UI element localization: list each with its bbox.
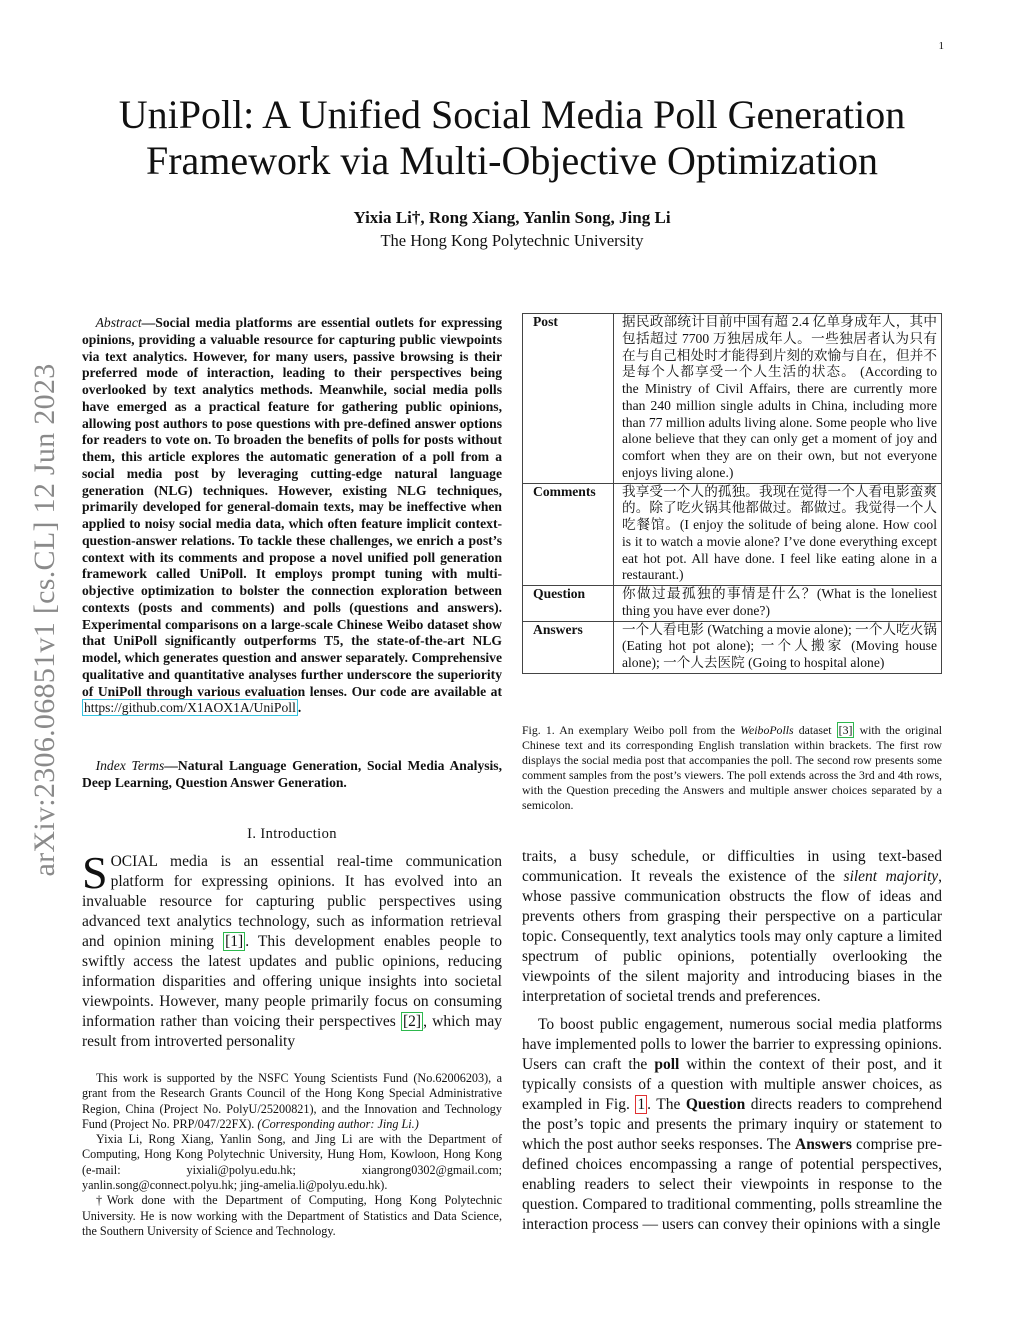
row-content: 一个人看电影 (Watching a movie alone); 一个人吃火锅 (Eating hot pot alone); 一个人搬家 (Moving house alone); 一个人去医院 (Going to hospital alone) [614, 621, 942, 673]
bold-term: poll [654, 1056, 680, 1073]
citation-link[interactable]: [1] [225, 933, 244, 950]
footnote-funding [82, 1071, 502, 1132]
abstract [82, 315, 502, 717]
section-heading: I. Introduction [247, 826, 337, 842]
figure-link[interactable]: 1 [637, 1096, 646, 1113]
figure-caption [522, 723, 942, 814]
text: traits, a busy schedule, or difficulties in using text-based communication. It reveals the existence of the [522, 848, 942, 885]
row-label: Post [523, 314, 614, 484]
intro-text: . This development enables people to swiftly access the latest updates and public opinions, reducing information disparities and offering unique insights into societal viewpoints. However, many people primarily focus on consuming information rather than voicing their perspectives [82, 933, 502, 1030]
bold-term: Question [685, 1096, 746, 1113]
text: To boost public engagement, numerous social media platforms have implemented polls to lower the barrier to expressing opinions. Users can craft the [522, 1016, 942, 1073]
code-link[interactable]: https://github.com/X1AOX1A/UniPoll [84, 700, 296, 716]
dataset-name: WeiboPolls [740, 723, 794, 737]
citation-link[interactable]: [3] [838, 723, 853, 737]
table-row [523, 483, 942, 586]
page-number: 1 [938, 40, 944, 52]
figure-1-table [522, 313, 942, 674]
intro-paragraph [82, 847, 502, 1052]
footnote-affiliation: Yixia Li, Rong Xiang, Yanlin Song, and Jing Li are with the Department of Computing, Hong Kong Polytechnic University, Hung Hom, Kowloon, Hong Kong (e-mail: yixiali@polyu.edu.hk; xiangrong0302@gmail.com; yanlin.song@connect.polyu.hk; jing-amelia.li@polyu.edu.hk). [82, 1132, 502, 1193]
index-terms-label: Index Terms [95, 758, 165, 773]
affiliation: The Hong Kong Polytechnic University [380, 231, 644, 250]
caption-text: Fig. 1. An exemplary Weibo poll from the [522, 723, 741, 737]
text: within the context of their post, and it typically consists of a question with multiple answer choices, as exampled in Fig. [522, 1056, 942, 1113]
table-row [523, 586, 942, 622]
intro-text: , which may result from introverted personality [82, 1013, 502, 1050]
right-column-text [522, 847, 942, 1235]
row-content: 我享受一个人的孤独。我现在觉得一个人看电影蛮爽的。除了吃火锅其他都做过。都做过。我觉得一个人吃餐馆。(I enjoy the solitude of being alone. How cool is it to watch a movie alone? I’ve done everything except eat hot pot. All have done. I feel like eating alone in a restaurant.) [614, 483, 942, 586]
text: . The [647, 1096, 686, 1113]
title-line-1: UniPoll: A Unified Social Media Poll Generation [118, 92, 906, 137]
table-row [523, 621, 942, 673]
authors: Yixia Li†, Rong Xiang, Yanlin Song, Jing Li [353, 208, 671, 227]
row-label: Question [523, 586, 614, 622]
bold-term: Answers [795, 1136, 852, 1153]
row-label: Comments [523, 483, 614, 586]
index-terms [82, 758, 502, 792]
intro-text: OCIAL media is an essential real-time communication platform for expressing opinions. It has evolved into an invaluable resource for capturing public perspectives using advanced text analytics technology, such as information retrieval and opinion mining [82, 853, 502, 950]
footnote-dagger: †Work done with the Department of Computing, Hong Kong Polytechnic University. He is now working with the Department of Statistics and Data Science, the Southern University of Science and Technology. [82, 1193, 502, 1238]
caption-text: with the original Chinese text and its corresponding English translation within brackets. The first row displays the social media post that accompanies the poll. The second row presents some comment samples from the post’s viewers. The poll extends across the 3rd and 4th rows, with the Question preceding the Answers and multiple answer choices separated by a semicolon. [522, 723, 942, 813]
emphasis: silent majority [843, 868, 939, 885]
abstract-end: . [297, 700, 302, 716]
arxiv-identifier: arXiv:2306.06851v1 [cs.CL] 12 Jun 2023 [28, 363, 61, 877]
corresponding-author: (Corresponding author: Jing Li.) [257, 1116, 419, 1131]
abstract-label: Abstract [95, 315, 142, 330]
caption-text: dataset [793, 723, 837, 737]
text: , whose passive communication obstructs the flow of ideas and prevents others from grasping their perspective on a particular topic. Consequently, text analytics tools may only capture a limited spectrum of public opinions, potentially overlooking the viewpoints of the silent majority and introducing biases in the interpretation of societal trends and preferences. [522, 868, 942, 1005]
footnotes [82, 1071, 502, 1239]
index-terms-text: —Natural Language Generation, Social Media Analysis, Deep Learning, Question Answer Generation. [82, 758, 502, 790]
citation-link[interactable]: [2] [402, 1013, 422, 1030]
row-content: 据民政部统计目前中国有超 2.4 亿单身成年人，其中包括超过 7700 万独居成年人。一些独居者认为只有在与自己相处时才能得到片刻的欢愉与自在，但并不是每个人都享受一个人生活的状态。 (According to the Ministry of Civil Affairs, there are currently more than 240 million single adults in China, including more than 77 million adults living alone. Some people who live alone believe that they can only get a moment of joy and comfort when they are on their own, but not everyone enjoys living alone.) [614, 314, 942, 484]
paper-title [0, 92, 1024, 184]
text: comprise pre-defined choices encompassing a range of potential perspectives, enabling readers to select their viewpoints in response to the question. Compared to traditional commenting, polls streamline the interaction process — users can convey their opinions with a single [522, 1136, 942, 1233]
abstract-text: —Social media platforms are essential outlets for expressing opinions, providing a valuable resource for capturing public viewpoints via text analytics. However, for many users, passive browsing is their preferred mode of interaction, leading to their perspectives being overlooked by text analytics methods. Meanwhile, social media polls have emerged as a practical feature for gathering public opinions, allowing post authors to pose questions with pre-defined answer options for readers to vote on. To broaden the benefits of polls for posts without them, this article explores the automatic generation of a poll from a social media post by leveraging cutting-edge natural language generation (NLG) techniques. However, existing NLG techniques, primarily developed for general-domain texts, may be ineffective when applied to noisy social media data, which often feature implicit context-question-answer relations. To tackle these challenges, we enrich a post’s context with its comments and propose a novel unified poll generation framework called UniPoll. It employs prompt tuning with multi-objective optimization to bolster the connection exploration between contexts (posts and comments) and polls (questions and answers). Experimental comparisons on a large-scale Chinese Weibo dataset show that UniPoll significantly outperforms T5, the state-of-the-art NLG model, which generates question and answer separately. Comprehensive qualitative and quantitative analyses further underscore the superiority of UniPoll through various evaluation lenses. Our code are available at [82, 315, 502, 699]
row-content: 你做过最孤独的事情是什么？(What is the loneliest thing you have ever done?) [614, 586, 942, 622]
title-line-2: Framework via Multi-Objective Optimization [145, 138, 879, 183]
drop-cap: S [82, 847, 108, 898]
paragraph [522, 847, 942, 1007]
footnote-text: This work is supported by the NSFC Young Scientists Fund (No.62006203), a grant from the Research Grants Council of the Hong Kong Special Administrative Region, China (Project No. PolyU/25200821), and the Innovation and Technology Fund (Project No. PRP/047/22FX). [82, 1071, 502, 1131]
row-label: Answers [523, 621, 614, 673]
paragraph [522, 1015, 942, 1235]
text: directs readers to comprehend the post’s topic and presents the primary inquiry or statement to which the post author seeks responses. The [522, 1096, 942, 1153]
table-row [523, 314, 942, 484]
